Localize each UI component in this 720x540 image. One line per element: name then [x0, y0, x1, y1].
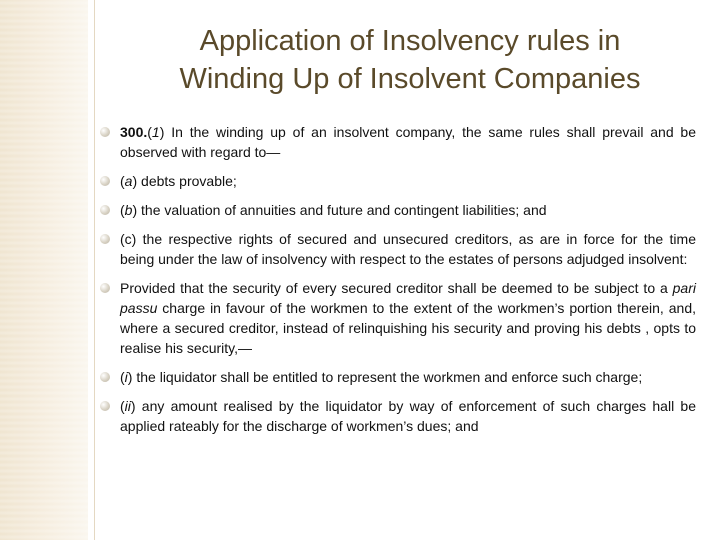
list-item	[100, 229, 696, 269]
paren-open: (	[120, 369, 125, 385]
clause-roman: i	[124, 369, 128, 385]
list-item	[100, 200, 696, 220]
clause-letter: b	[124, 202, 133, 218]
paren-close: )	[159, 124, 165, 140]
clause-roman: ii	[124, 398, 131, 414]
item-text: any amount realised by the liquidator by way of enforcement of such charges hall be applied rateably for the discharge of workmen’s dues; and	[120, 398, 696, 434]
item-text: (c) the respective rights of secured and unsecured creditors, as are in force for the time being under the law of insolvency with respect to the estates of persons adjudged insolvent:	[120, 231, 696, 267]
list-item	[100, 171, 696, 191]
clause-number: 1	[151, 124, 160, 140]
bullet-icon	[100, 283, 110, 293]
item-text: Provided that the security of every secured creditor shall be deemed to be subject to a	[120, 280, 673, 296]
section-number: 300.	[120, 124, 148, 140]
bullet-icon	[100, 234, 110, 244]
paren-open: (	[147, 124, 152, 140]
paren-open: (	[120, 202, 125, 218]
item-text: the valuation of annuities and future and contingent liabilities; and	[137, 202, 547, 218]
emphasis-text: pari passu	[120, 280, 696, 316]
bullet-icon	[100, 372, 110, 382]
bullet-list	[100, 122, 696, 436]
list-item	[100, 396, 696, 436]
clause-letter: a	[124, 173, 133, 189]
item-text: debts provable;	[137, 173, 237, 189]
vertical-divider	[0, 0, 95, 540]
paren-open: (	[120, 173, 125, 189]
paren-close: )	[132, 202, 138, 218]
paren-open: (	[120, 398, 125, 414]
item-text: In the winding up of an insolvent company, the same rules shall prevail and be observed with regard to—	[120, 124, 696, 160]
slide-title	[100, 22, 720, 98]
title-line-2: Winding Up of Insolvent Companies	[179, 63, 641, 95]
paren-close: )	[127, 369, 133, 385]
slide-body	[100, 122, 696, 445]
bullet-icon	[100, 127, 110, 137]
paren-close: )	[130, 398, 136, 414]
bullet-icon	[100, 401, 110, 411]
title-line-1: Application of Insolvency rules in	[199, 25, 621, 57]
paren-close: )	[132, 173, 138, 189]
item-text: the liquidator shall be entitled to represent the workmen and enforce such charge;	[132, 369, 643, 385]
bullet-icon	[100, 176, 110, 186]
list-item	[100, 122, 696, 162]
list-item	[100, 367, 696, 387]
list-item	[100, 278, 696, 358]
item-text-continued: charge in favour of the workmen to the extent of the workmen’s portion therein, and, where a secured creditor, instead of relinquishing his security and proving his debts , opts to realise his security,—	[120, 300, 696, 356]
bullet-icon	[100, 205, 110, 215]
